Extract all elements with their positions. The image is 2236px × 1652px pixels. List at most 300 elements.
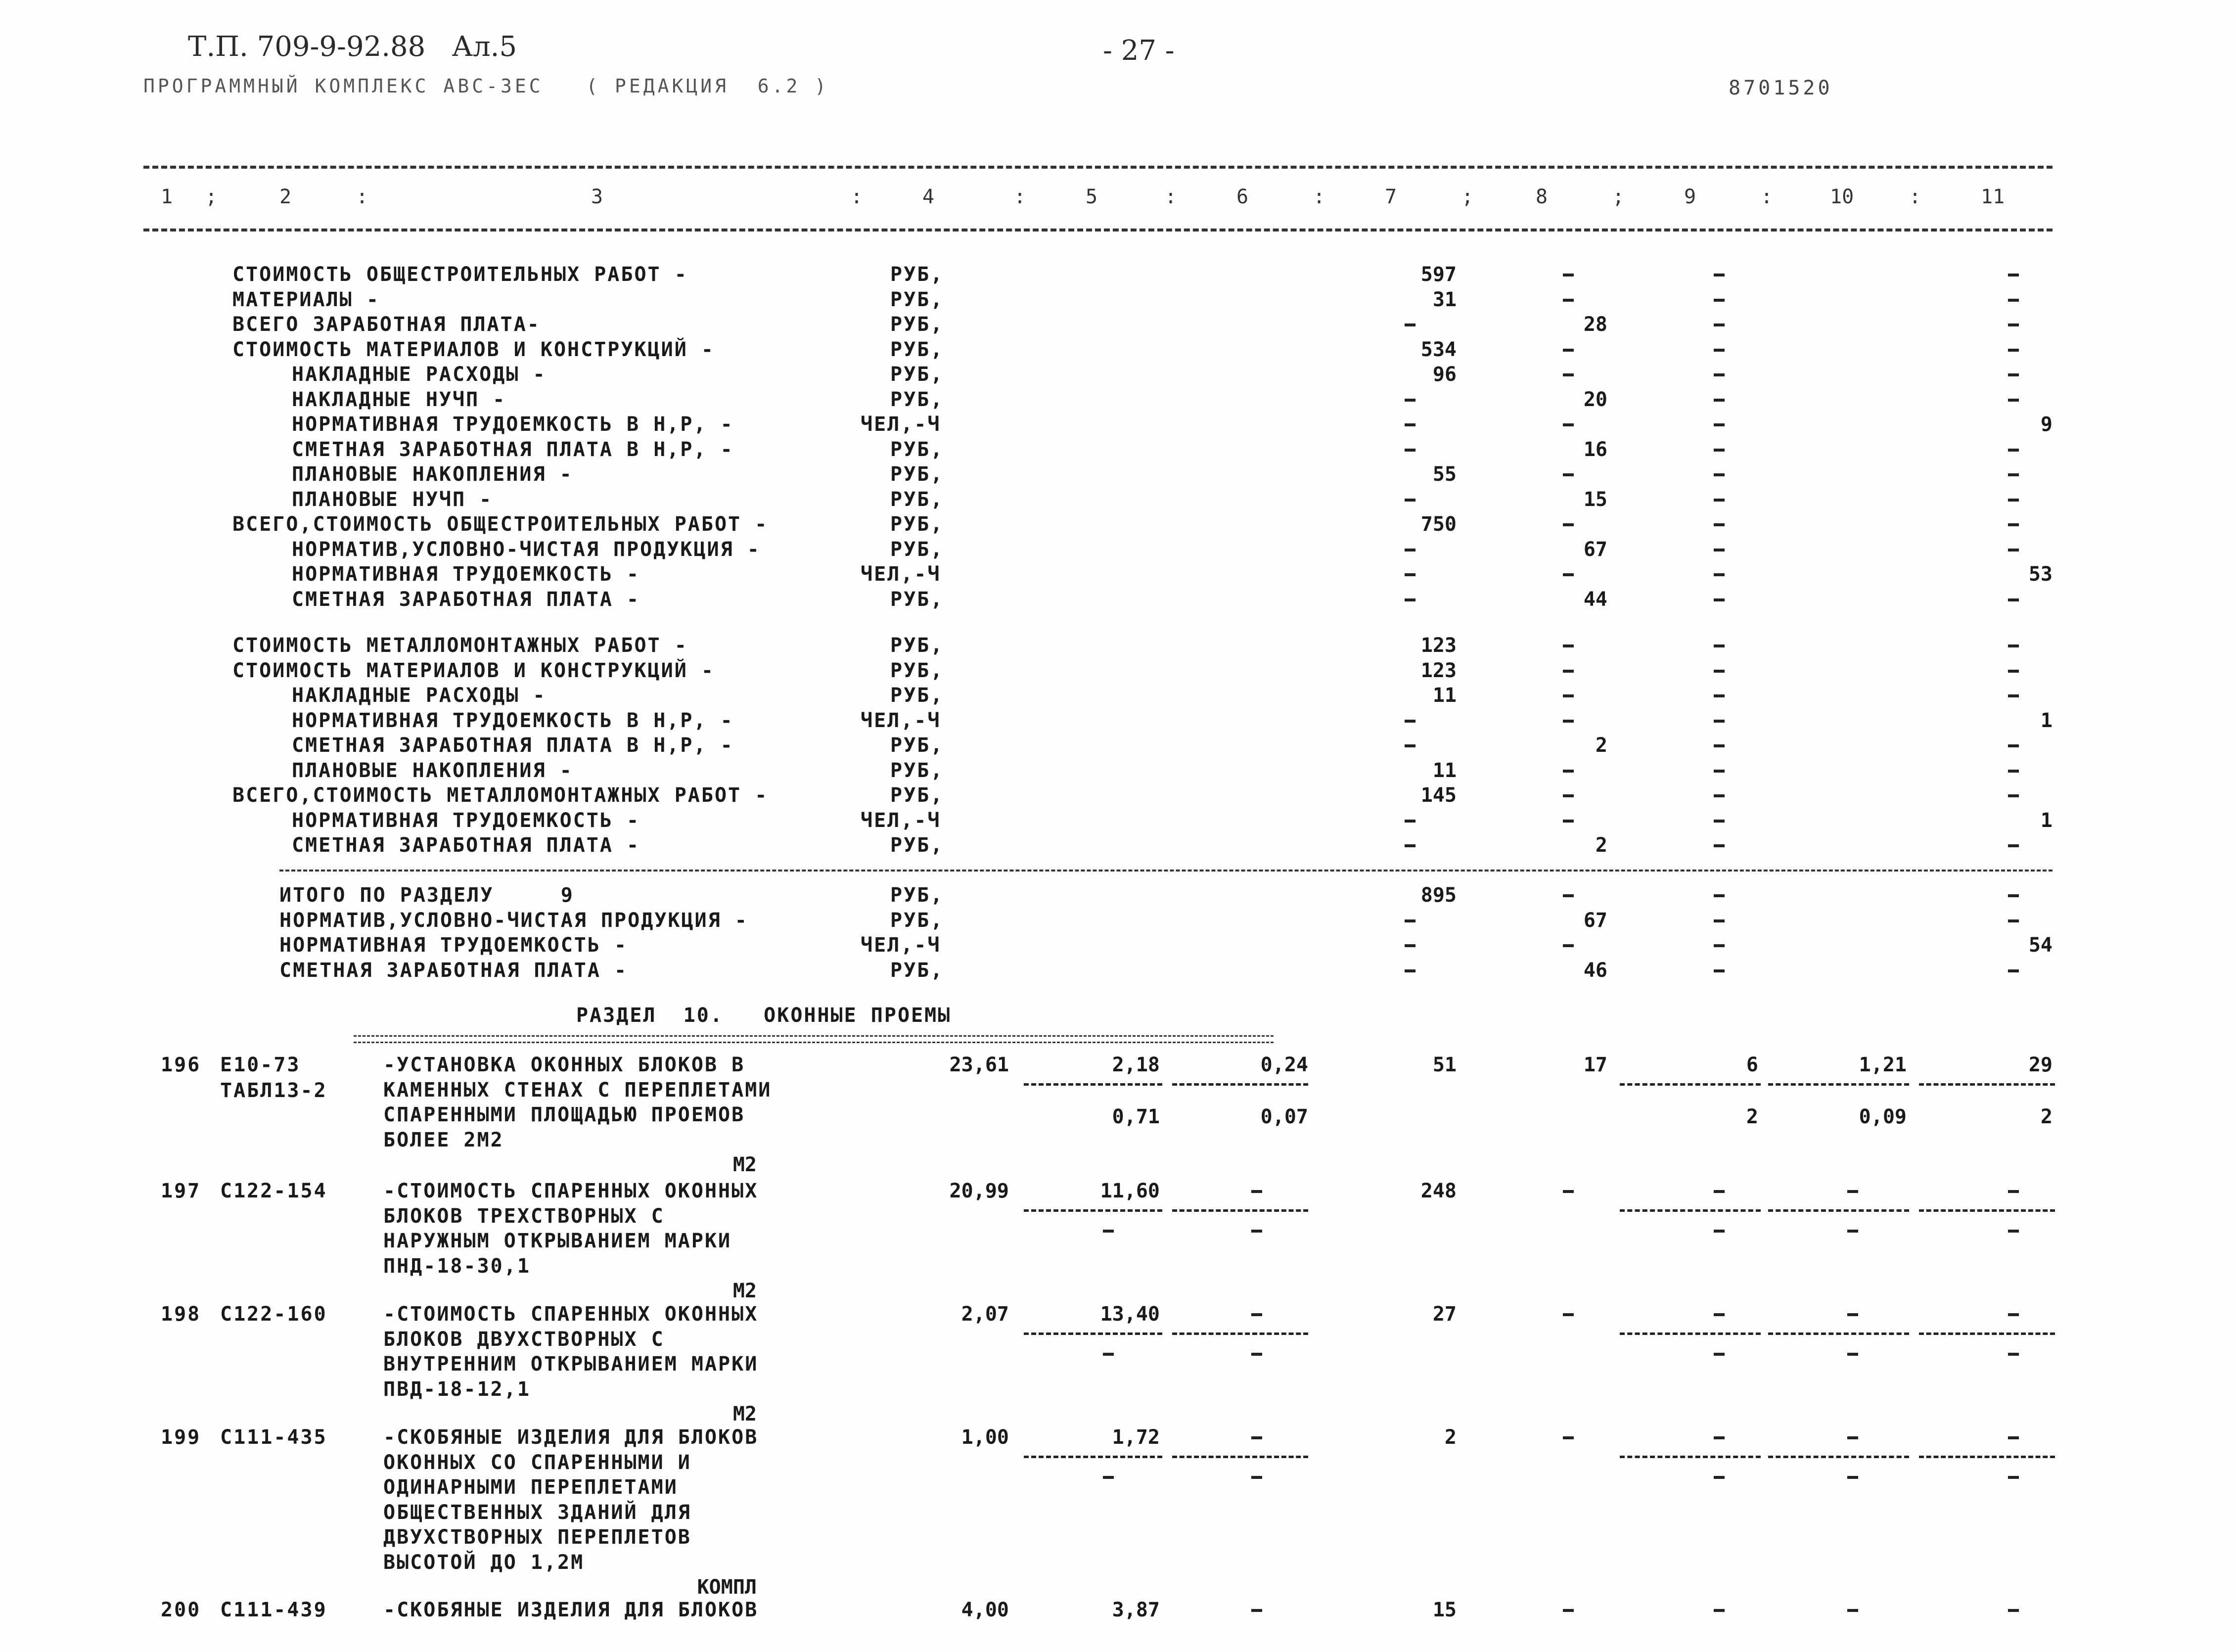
item-description-line: -СКОБЯНЫЕ ИЗДЕЛИЯ ДЛЯ БЛОКОВ [383, 1599, 759, 1621]
program-title: ПРОГРАММНЫЙ КОМПЛЕКС АВС-3ЕС ( РЕДАКЦИЯ 6.2 ) [143, 75, 829, 97]
col-header-3: 3 [591, 185, 603, 208]
summary-label: СТОИМОСТЬ МЕТАЛЛОМОНТАЖНЫХ РАБОТ - [232, 634, 688, 657]
col8-value: 20 [1583, 388, 1607, 411]
summary-unit: РУБ, [890, 884, 944, 907]
col7-value: 123 [1420, 634, 1457, 657]
col10-value: 1,21 [1859, 1054, 1907, 1076]
empty-value-dash [1847, 1353, 1858, 1356]
empty-value-dash [2008, 299, 2019, 302]
empty-value-dash [1563, 694, 1574, 697]
empty-value-dash [1563, 299, 1574, 302]
col-sep: ; [205, 185, 218, 208]
empty-value-dash [1563, 1313, 1574, 1316]
empty-value-dash [1714, 894, 1725, 897]
col8-value: 46 [1583, 959, 1607, 982]
empty-value-dash [1847, 1230, 1858, 1233]
empty-value-dash [1405, 844, 1415, 847]
summary-label: ПЛАНОВЫЕ НАКОПЛЕНИЯ - [292, 759, 573, 782]
empty-value-dash [2008, 523, 2019, 526]
item-description-line: -УСТАНОВКА ОКОННЫХ БЛОКОВ В [383, 1054, 745, 1076]
item-number: 196 [161, 1054, 201, 1076]
empty-value-dash [1405, 549, 1415, 551]
item-code: С111-435 [220, 1426, 327, 1449]
summary-label: ПЛАНОВЫЕ НАКОПЛЕНИЯ - [292, 463, 573, 486]
item-description-line: БЛОКОВ ДВУХСТВОРНЫХ С [383, 1328, 665, 1351]
col-header-8: 8 [1536, 185, 1548, 208]
summary-label: НОРМАТИВНАЯ ТРУДОЕМКОСТЬ В Н,Р, - [292, 413, 734, 436]
empty-value-dash [2008, 373, 2019, 376]
empty-value-dash [1103, 1230, 1114, 1233]
underline-rule [1768, 1209, 1909, 1212]
empty-value-dash [1405, 598, 1415, 601]
item-description-line: -СТОИМОСТЬ СПАРЕННЫХ ОКОННЫХ [383, 1180, 759, 1202]
col8-value: 16 [1583, 438, 1607, 461]
empty-value-dash [1714, 844, 1725, 847]
item-code: С122-154 [220, 1180, 327, 1202]
summary-unit: РУБ, [890, 338, 944, 361]
underline-rule [1919, 1456, 2055, 1458]
col-sep: : [356, 185, 368, 208]
col8-value: 44 [1583, 588, 1607, 611]
empty-value-dash [1714, 1313, 1725, 1316]
col5-value: 11,60 [1100, 1180, 1160, 1202]
col7-value: 15 [1432, 1599, 1457, 1621]
section-title-underline [354, 1035, 1274, 1043]
summary-unit: РУБ, [890, 313, 944, 336]
col-sep: ; [1612, 185, 1625, 208]
empty-value-dash [1714, 1476, 1725, 1479]
summary-label: ВСЕГО,СТОИМОСТЬ ОБЩЕСТРОИТЕЛЬНЫХ РАБОТ - [232, 513, 769, 536]
empty-value-dash [1714, 423, 1725, 426]
item-unit: М2 [732, 1280, 757, 1302]
empty-value-dash [1714, 598, 1725, 601]
table-top-rule [143, 166, 2053, 169]
col8-value: 2 [1595, 734, 1607, 757]
empty-value-dash [1563, 1436, 1574, 1439]
empty-value-dash [1714, 274, 1725, 276]
empty-value-dash [1714, 1609, 1725, 1612]
summary-label: НОРМАТИВНАЯ ТРУДОЕМКОСТЬ В Н,Р, - [292, 709, 734, 732]
empty-value-dash [2008, 694, 2019, 697]
underline-rule [1768, 1456, 1909, 1458]
empty-value-dash [1714, 770, 1725, 773]
empty-value-dash [1714, 794, 1725, 797]
empty-value-dash [1405, 969, 1415, 972]
empty-value-dash [2008, 644, 2019, 647]
col6-sub-value: 0,07 [1260, 1105, 1308, 1128]
col7-value: 31 [1432, 288, 1457, 311]
empty-value-dash [2008, 1436, 2019, 1439]
summary-label: НОРМАТИВНАЯ ТРУДОЕМКОСТЬ - [292, 809, 640, 832]
empty-value-dash [2008, 1609, 2019, 1612]
summary-unit: ЧЕЛ,-Ч [861, 563, 941, 586]
underline-rule [1919, 1083, 2055, 1086]
col7-value: 55 [1432, 463, 1457, 486]
empty-value-dash [1714, 694, 1725, 697]
col8-value: 2 [1595, 834, 1607, 857]
col11-value: 1 [2040, 709, 2053, 732]
item-description-line: -СКОБЯНЫЕ ИЗДЕЛИЯ ДЛЯ БЛОКОВ [383, 1426, 759, 1449]
item-unit: М2 [732, 1153, 757, 1176]
col5-value: 1,72 [1112, 1426, 1160, 1449]
empty-value-dash [1405, 919, 1415, 922]
underline-rule [1172, 1332, 1308, 1335]
empty-value-dash [1714, 573, 1725, 576]
summary-label: НОРМАТИВНАЯ ТРУДОЕМКОСТЬ - [279, 934, 628, 957]
empty-value-dash [1714, 1190, 1725, 1193]
empty-value-dash [1847, 1190, 1858, 1193]
empty-value-dash [1714, 919, 1725, 922]
col7-value: 534 [1420, 338, 1457, 361]
empty-value-dash [1847, 1313, 1858, 1316]
item-description-line: ОКОННЫХ СО СПАРЕННЫМИ И [383, 1451, 691, 1474]
empty-value-dash [1714, 644, 1725, 647]
item-description-line: НАРУЖНЫМ ОТКРЫВАНИЕМ МАРКИ [383, 1230, 732, 1252]
summary-label: МАТЕРИАЛЫ - [232, 288, 380, 311]
summary-label: СМЕТНАЯ ЗАРАБОТНАЯ ПЛАТА В Н,Р, - [292, 734, 734, 757]
item-description-line: СПАРЕННЫМИ ПЛОЩАДЬЮ ПРОЕМОВ [383, 1103, 745, 1126]
empty-value-dash [2008, 919, 2019, 922]
summary-label: ПЛАНОВЫЕ НУЧП - [292, 488, 493, 511]
col-sep: : [1165, 185, 1177, 208]
empty-value-dash [1563, 274, 1574, 276]
empty-value-dash [1405, 323, 1415, 326]
item-description-line: БЛОКОВ ТРЕХСТВОРНЫХ С [383, 1204, 665, 1228]
empty-value-dash [1251, 1476, 1262, 1479]
col4-quantity: 1,00 [961, 1426, 1009, 1449]
empty-value-dash [1251, 1230, 1262, 1233]
col8-value: 67 [1583, 538, 1607, 561]
empty-value-dash [1847, 1436, 1858, 1439]
item-number: 199 [161, 1426, 201, 1449]
summary-unit: ЧЕЛ,-Ч [861, 709, 941, 732]
summary-unit: ЧЕЛ,-Ч [861, 413, 941, 436]
empty-value-dash [1714, 349, 1725, 352]
section-total-rule [279, 870, 2053, 872]
item-number: 197 [161, 1180, 201, 1202]
summary-unit: РУБ, [890, 759, 944, 782]
summary-label: СТОИМОСТЬ МАТЕРИАЛОВ И КОНСТРУКЦИЙ - [232, 338, 715, 361]
col-header-1: 1 [161, 185, 173, 208]
col7-value: 123 [1420, 659, 1457, 682]
summary-label: СМЕТНАЯ ЗАРАБОТНАЯ ПЛАТА - [292, 834, 640, 857]
col-header-10: 10 [1830, 185, 1854, 208]
empty-value-dash [1563, 644, 1574, 647]
underline-rule [1768, 1083, 1909, 1086]
col9-value: 6 [1746, 1054, 1758, 1076]
summary-unit: РУБ, [890, 463, 944, 486]
col7-value: 145 [1420, 784, 1457, 807]
empty-value-dash [2008, 744, 2019, 747]
summary-label: СМЕТНАЯ ЗАРАБОТНАЯ ПЛАТА - [292, 588, 640, 611]
item-code: С111-439 [220, 1599, 327, 1621]
empty-value-dash [1714, 744, 1725, 747]
summary-label: ВСЕГО ЗАРАБОТНАЯ ПЛАТА- [232, 313, 541, 336]
col-header-7: 7 [1385, 185, 1397, 208]
empty-value-dash [1251, 1313, 1262, 1316]
summary-unit: РУБ, [890, 488, 944, 511]
empty-value-dash [2008, 1190, 2019, 1193]
empty-value-dash [1563, 473, 1574, 476]
item-description-line: БОЛЕЕ 2М2 [383, 1128, 504, 1151]
underline-rule [1024, 1083, 1162, 1086]
col-sep: : [1909, 185, 1921, 208]
col-sep: : [1761, 185, 1773, 208]
empty-value-dash [1405, 573, 1415, 576]
empty-value-dash [1714, 523, 1725, 526]
item-description-line: -СТОИМОСТЬ СПАРЕННЫХ ОКОННЫХ [383, 1303, 759, 1326]
col8-value: 67 [1583, 909, 1607, 932]
empty-value-dash [2008, 274, 2019, 276]
empty-value-dash [1714, 373, 1725, 376]
col-header-9: 9 [1684, 185, 1696, 208]
summary-unit: ЧЕЛ,-Ч [861, 934, 941, 957]
empty-value-dash [1405, 944, 1415, 947]
summary-unit: РУБ, [890, 634, 944, 657]
col4-quantity: 23,61 [949, 1054, 1009, 1076]
table-header-rule [143, 229, 2053, 231]
summary-label: ИТОГО ПО РАЗДЕЛУ 9 [279, 884, 574, 907]
summary-unit: РУБ, [890, 684, 944, 707]
document-number: 8701520 [1729, 77, 1833, 99]
empty-value-dash [2008, 844, 2019, 847]
summary-unit: РУБ, [890, 784, 944, 807]
col8-value: 28 [1583, 313, 1607, 336]
summary-label: СТОИМОСТЬ МАТЕРИАЛОВ И КОНСТРУКЦИЙ - [232, 659, 715, 682]
empty-value-dash [1714, 1436, 1725, 1439]
summary-unit: ЧЕЛ,-Ч [861, 809, 941, 832]
empty-value-dash [1847, 1609, 1858, 1612]
empty-value-dash [2008, 473, 2019, 476]
empty-value-dash [2008, 794, 2019, 797]
underline-rule [1620, 1332, 1761, 1335]
project-code: Т.П. 709-9-92.88 Ал.5 [188, 31, 517, 63]
empty-value-dash [2008, 969, 2019, 972]
empty-value-dash [1714, 299, 1725, 302]
empty-value-dash [1847, 1476, 1858, 1479]
col11-value: 54 [2028, 934, 2053, 957]
page-number: - 27 - [1103, 35, 1175, 67]
empty-value-dash [1714, 670, 1725, 673]
col7-value: 11 [1432, 759, 1457, 782]
empty-value-dash [1563, 944, 1574, 947]
empty-value-dash [1563, 573, 1574, 576]
empty-value-dash [2008, 598, 2019, 601]
underline-rule [1172, 1456, 1308, 1458]
empty-value-dash [1563, 349, 1574, 352]
empty-value-dash [1714, 1353, 1725, 1356]
empty-value-dash [2008, 399, 2019, 402]
empty-value-dash [1251, 1609, 1262, 1612]
col-header-2: 2 [279, 185, 292, 208]
underline-rule [1620, 1456, 1761, 1458]
empty-value-dash [1714, 820, 1725, 823]
col-sep: : [1313, 185, 1325, 208]
item-code: Е10-73 [220, 1054, 301, 1076]
col5-sub-value: 0,71 [1112, 1105, 1160, 1128]
summary-unit: РУБ, [890, 363, 944, 386]
item-description-line: ДВУХСТВОРНЫХ ПЕРЕПЛЕТОВ [383, 1526, 691, 1549]
summary-unit: РУБ, [890, 538, 944, 561]
col10-sub-value: 0,09 [1859, 1105, 1907, 1128]
empty-value-dash [2008, 499, 2019, 502]
empty-value-dash [1103, 1353, 1114, 1356]
col5-value: 3,87 [1112, 1599, 1160, 1621]
empty-value-dash [2008, 1353, 2019, 1356]
empty-value-dash [2008, 1230, 2019, 1233]
col-header-11: 11 [1981, 185, 2005, 208]
col7-value: 11 [1432, 684, 1457, 707]
col7-value: 27 [1432, 1303, 1457, 1326]
underline-rule [1024, 1209, 1162, 1212]
summary-unit: РУБ, [890, 513, 944, 536]
summary-label: НОРМАТИВ,УСЛОВНО-ЧИСТАЯ ПРОДУКЦИЯ - [279, 909, 748, 932]
item-description-line: ОБЩЕСТВЕННЫХ ЗДАНИЙ ДЛЯ [383, 1501, 691, 1524]
col4-quantity: 2,07 [961, 1303, 1009, 1326]
item-description-line: ВЫСОТОЙ ДО 1,2М [383, 1551, 585, 1574]
col11-sub-value: 2 [2040, 1105, 2053, 1128]
summary-unit: РУБ, [890, 909, 944, 932]
empty-value-dash [1563, 1609, 1574, 1612]
item-unit: КОМПЛ [697, 1576, 757, 1599]
col7-value: 750 [1420, 513, 1457, 536]
empty-value-dash [1103, 1476, 1114, 1479]
empty-value-dash [1714, 473, 1725, 476]
col-header-6: 6 [1236, 185, 1249, 208]
empty-value-dash [1563, 720, 1574, 723]
empty-value-dash [1714, 323, 1725, 326]
col7-value: 2 [1444, 1426, 1457, 1449]
summary-label: НОРМАТИВ,УСЛОВНО-ЧИСТАЯ ПРОДУКЦИЯ - [292, 538, 761, 561]
summary-unit: РУБ, [890, 288, 944, 311]
col11-value: 1 [2040, 809, 2053, 832]
col5-value: 13,40 [1100, 1303, 1160, 1326]
empty-value-dash [1714, 549, 1725, 551]
empty-value-dash [1405, 399, 1415, 402]
col11-value: 9 [2040, 413, 2053, 436]
empty-value-dash [1714, 944, 1725, 947]
summary-unit: РУБ, [890, 834, 944, 857]
col4-quantity: 20,99 [949, 1180, 1009, 1202]
underline-rule [1172, 1083, 1308, 1086]
col6-value: 0,24 [1260, 1054, 1308, 1076]
empty-value-dash [2008, 549, 2019, 551]
empty-value-dash [1714, 969, 1725, 972]
empty-value-dash [1563, 523, 1574, 526]
item-description-line: ПВД-18-12,1 [383, 1377, 531, 1401]
underline-rule [1024, 1456, 1162, 1458]
underline-rule [1172, 1209, 1308, 1212]
col8-value: 17 [1583, 1054, 1607, 1076]
summary-unit: РУБ, [890, 659, 944, 682]
underline-rule [1620, 1083, 1761, 1086]
empty-value-dash [1714, 399, 1725, 402]
underline-rule [1768, 1332, 1909, 1335]
underline-rule [1919, 1332, 2055, 1335]
empty-value-dash [1405, 423, 1415, 426]
col7-value: 248 [1420, 1180, 1457, 1202]
empty-value-dash [1251, 1353, 1262, 1356]
col-sep: : [851, 185, 863, 208]
summary-unit: РУБ, [890, 734, 944, 757]
empty-value-dash [1563, 1190, 1574, 1193]
col7-value: 895 [1420, 884, 1457, 907]
summary-label: НАКЛАДНЫЕ РАСХОДЫ - [292, 363, 547, 386]
summary-label: СТОИМОСТЬ ОБЩЕСТРОИТЕЛЬНЫХ РАБОТ - [232, 263, 688, 286]
item-description-line: ВНУТРЕННИМ ОТКРЫВАНИЕМ МАРКИ [383, 1353, 759, 1376]
empty-value-dash [1251, 1190, 1262, 1193]
empty-value-dash [2008, 1313, 2019, 1316]
empty-value-dash [1405, 820, 1415, 823]
empty-value-dash [1405, 720, 1415, 723]
underline-rule [1024, 1332, 1162, 1335]
empty-value-dash [2008, 1476, 2019, 1479]
underline-rule [1919, 1209, 2055, 1212]
empty-value-dash [1563, 373, 1574, 376]
empty-value-dash [1714, 1230, 1725, 1233]
item-description-line: ОДИНАРНЫМИ ПЕРЕПЛЕТАМИ [383, 1476, 678, 1499]
empty-value-dash [1563, 670, 1574, 673]
empty-value-dash [1563, 770, 1574, 773]
empty-value-dash [1405, 449, 1415, 452]
summary-label: ВСЕГО,СТОИМОСТЬ МЕТАЛЛОМОНТАЖНЫХ РАБОТ - [232, 784, 769, 807]
col4-quantity: 4,00 [961, 1599, 1009, 1621]
empty-value-dash [1714, 499, 1725, 502]
empty-value-dash [2008, 770, 2019, 773]
summary-unit: РУБ, [890, 959, 944, 982]
empty-value-dash [1714, 449, 1725, 452]
col-sep: ; [1461, 185, 1474, 208]
col9-sub-value: 2 [1746, 1105, 1758, 1128]
empty-value-dash [2008, 670, 2019, 673]
col-header-5: 5 [1086, 185, 1098, 208]
empty-value-dash [1714, 720, 1725, 723]
summary-unit: РУБ, [890, 438, 944, 461]
summary-label: НАКЛАДНЫЕ РАСХОДЫ - [292, 684, 547, 707]
col-sep: : [1014, 185, 1026, 208]
summary-label: СМЕТНАЯ ЗАРАБОТНАЯ ПЛАТА В Н,Р, - [292, 438, 734, 461]
empty-value-dash [1563, 894, 1574, 897]
empty-value-dash [2008, 349, 2019, 352]
item-number: 200 [161, 1599, 201, 1621]
col7-value: 96 [1432, 363, 1457, 386]
item-description-line: КАМЕННЫХ СТЕНАХ С ПЕРЕПЛЕТАМИ [383, 1078, 772, 1101]
summary-label: НАКЛАДНЫЕ НУЧП - [292, 388, 506, 411]
item-unit: М2 [732, 1403, 757, 1425]
col7-value: 51 [1432, 1054, 1457, 1076]
col11-value: 29 [2028, 1054, 2053, 1076]
summary-label: СМЕТНАЯ ЗАРАБОТНАЯ ПЛАТА - [279, 959, 628, 982]
col11-value: 53 [2028, 563, 2053, 586]
section-title: РАЗДЕЛ 10. ОКОННЫЕ ПРОЕМЫ [576, 1004, 952, 1027]
summary-label: НОРМАТИВНАЯ ТРУДОЕМКОСТЬ - [292, 563, 640, 586]
summary-unit: РУБ, [890, 388, 944, 411]
empty-value-dash [1563, 820, 1574, 823]
empty-value-dash [2008, 323, 2019, 326]
item-description-line: ПНД-18-30,1 [383, 1254, 531, 1278]
empty-value-dash [1405, 744, 1415, 747]
empty-value-dash [2008, 894, 2019, 897]
summary-unit: РУБ, [890, 263, 944, 286]
col-header-4: 4 [922, 185, 935, 208]
empty-value-dash [1563, 423, 1574, 426]
col8-value: 15 [1583, 488, 1607, 511]
item-number: 198 [161, 1303, 201, 1326]
underline-rule [1620, 1209, 1761, 1212]
empty-value-dash [1405, 499, 1415, 502]
empty-value-dash [1563, 794, 1574, 797]
empty-value-dash [2008, 449, 2019, 452]
